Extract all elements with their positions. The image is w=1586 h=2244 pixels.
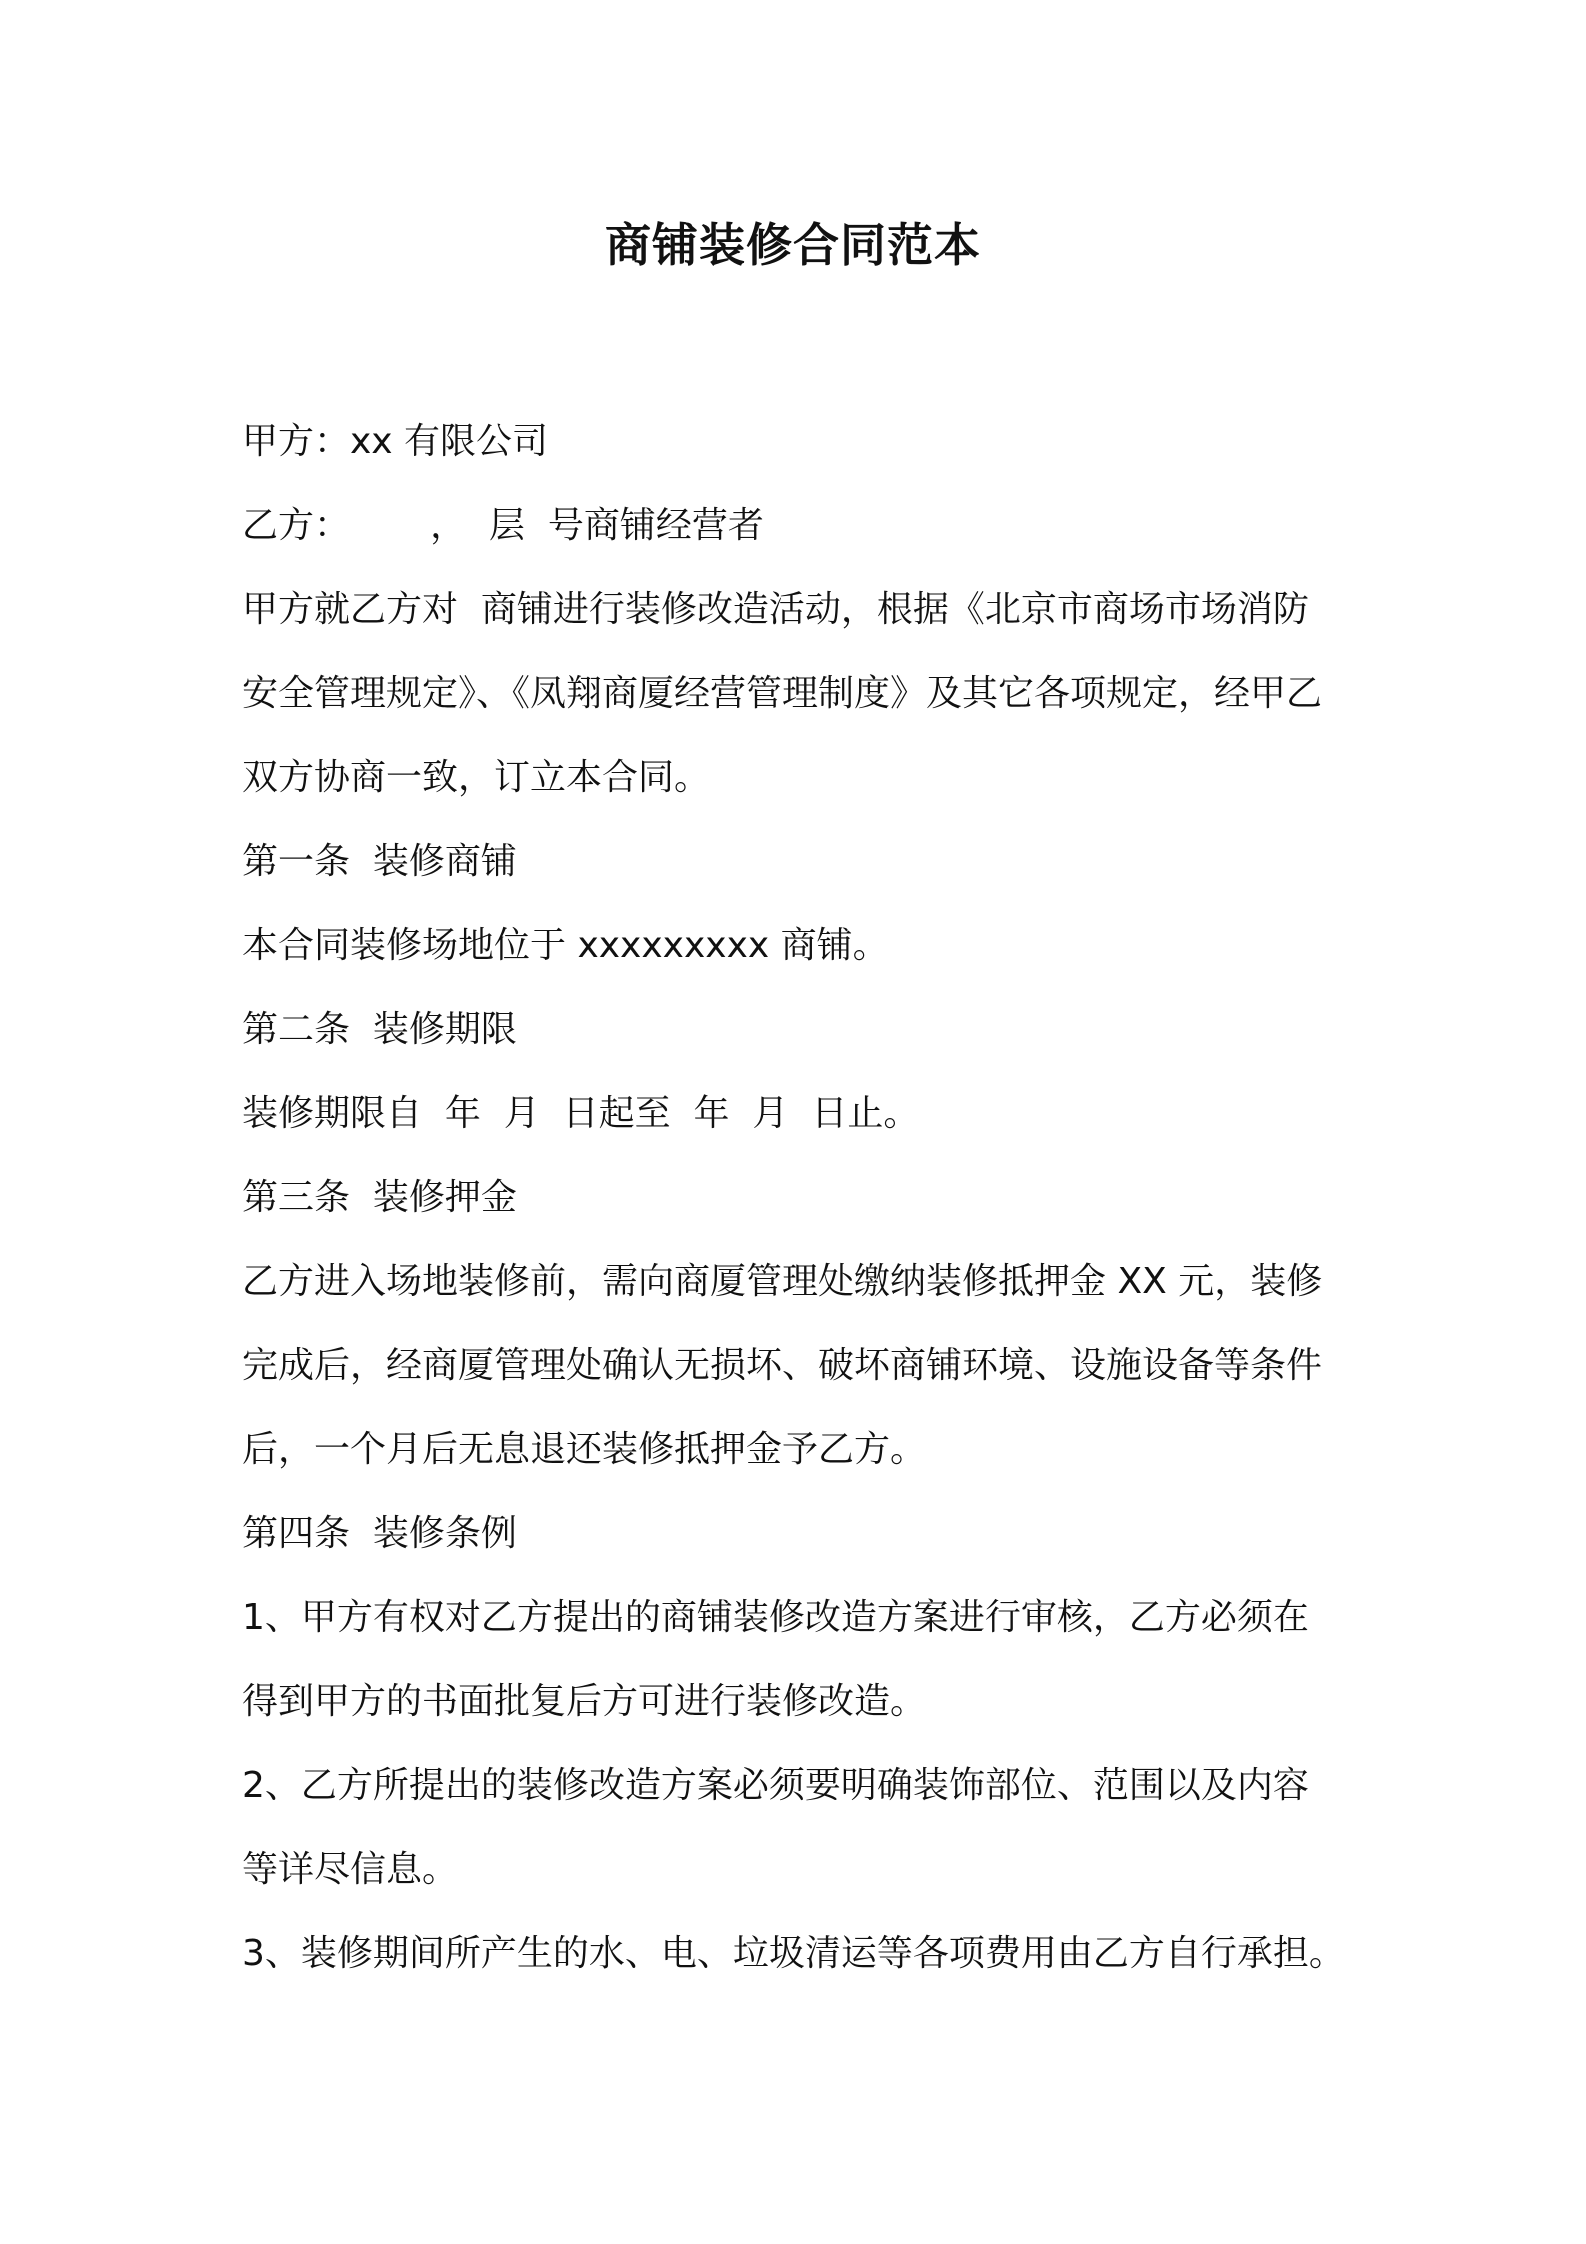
preamble-line-2: 安全管理规定》、《凤翔商厦经营管理制度》及其它各项规定，经甲乙 [242,673,1323,714]
party-b-line: 乙方： ， 层 号商铺经营者 [242,505,764,546]
article-4-item-2-line-1: 2、乙方所提出的装修改造方案必须要明确装饰部位、范围以及内容 [242,1765,1309,1806]
preamble-line-1: 甲方就乙方对 商铺进行装修改造活动，根据《北京市商场市场消防 [242,589,1309,630]
article-1-text: 本合同装修场地位于 xxxxxxxxx 商铺。 [242,925,889,966]
article-2-heading: 第二条 装修期限 [242,1009,517,1050]
article-4-item-1-line-2: 得到甲方的书面批复后方可进行装修改造。 [242,1681,927,1722]
document-title: 商铺装修合同范本 [605,218,981,272]
document-body [242,400,1362,1996]
article-4-item-3-line-1: 3、装修期间所产生的水、电、垃圾清运等各项费用由乙方自行承担。 [242,1933,1345,1974]
article-3-heading: 第三条 装修押金 [242,1177,517,1218]
article-2-text: 装修期限自 年 月 日起至 年 月 日止。 [242,1093,920,1134]
article-3-text-3: 后，一个月后无息退还装修抵押金予乙方。 [242,1429,927,1470]
article-3-text-1: 乙方进入场地装修前，需向商厦管理处缴纳装修抵押金 XX 元，装修 [242,1261,1323,1302]
article-3-text-2: 完成后，经商厦管理处确认无损坏、破坏商铺环境、设施设备等条件 [242,1345,1323,1386]
party-a-line: 甲方：xx 有限公司 [242,421,549,462]
article-1-heading: 第一条 装修商铺 [242,841,517,882]
article-4-heading: 第四条 装修条例 [242,1513,517,1554]
article-4-item-2-line-2: 等详尽信息。 [242,1849,459,1890]
article-4-item-1-line-1: 1、甲方有权对乙方提出的商铺装修改造方案进行审核，乙方必须在 [242,1597,1309,1638]
preamble-line-3: 双方协商一致，订立本合同。 [242,757,711,798]
